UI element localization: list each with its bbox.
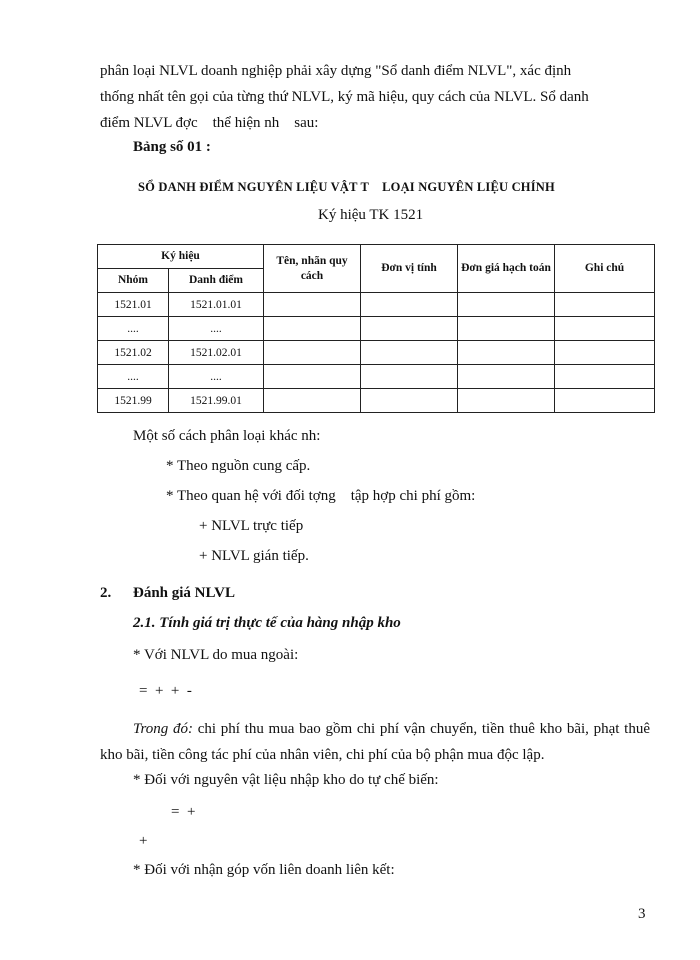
header-ky-hieu: Ký hiệu — [98, 245, 264, 269]
cell-empty — [264, 317, 361, 341]
header-danh-diem: Danh điểm — [169, 269, 264, 293]
cell-empty — [555, 341, 655, 365]
cell-nhom: 1521.01 — [98, 293, 169, 317]
cell-empty — [458, 365, 555, 389]
cell-danh-diem: 1521.01.01 — [169, 293, 264, 317]
cell-nhom: 1521.02 — [98, 341, 169, 365]
table-row — [98, 293, 655, 317]
classify-sub-2: + NLVL gián tiếp. — [199, 548, 309, 564]
cell-danh-diem: .... — [169, 317, 264, 341]
cell-danh-diem: .... — [169, 365, 264, 389]
cell-empty — [361, 317, 458, 341]
section-number: 2. — [100, 585, 112, 601]
trong-do-paragraph — [100, 716, 650, 768]
mua-ngoai-line: * Với NLVL do mua ngoài: — [133, 647, 299, 663]
intro-line-3: điểm NLVL đợc thể hiện nh sau: — [100, 115, 319, 131]
trong-do-label: Trong đó: — [133, 721, 194, 737]
cell-empty — [361, 389, 458, 413]
intro-line-2: thống nhất tên gọi của từng thứ NLVL, ký mã hiệu, quy cách của NLVL. Sổ danh — [100, 89, 589, 105]
cell-empty — [264, 293, 361, 317]
cell-empty — [361, 293, 458, 317]
cell-empty — [264, 365, 361, 389]
intro-line-1: phân loại NLVL doanh nghiệp phải xây dựng "Sổ danh điểm NLVL", xác định — [100, 63, 572, 79]
table-subtitle: Ký hiệu TK 1521 — [318, 207, 424, 223]
section-title: Đánh giá NLVL — [133, 585, 235, 601]
table-row — [98, 389, 655, 413]
table-row — [98, 365, 655, 389]
cell-empty — [555, 365, 655, 389]
header-nhom: Nhóm — [98, 269, 169, 293]
formula-1: = + + - — [139, 683, 192, 699]
header-don-vi-tinh: Đơn vị tính — [361, 245, 458, 293]
header-ghi-chu: Ghi chú — [555, 245, 655, 293]
cell-empty — [264, 341, 361, 365]
classify-item-2: * Theo quan hệ với đối tợng tập hợp chi phí gồm: — [166, 488, 476, 504]
danh-diem-table — [97, 244, 655, 413]
section-subtitle: 2.1. Tính giá trị thực tế của hàng nhập kho — [133, 615, 401, 631]
cell-empty — [458, 317, 555, 341]
cell-empty — [264, 389, 361, 413]
cell-empty — [555, 389, 655, 413]
tu-che-line: * Đối với nguyên vật liệu nhập kho do tự chế biến: — [133, 772, 439, 788]
formula-3: + — [139, 833, 148, 849]
cell-empty — [458, 293, 555, 317]
gop-von-line: * Đối với nhận góp vốn liên doanh liên kết: — [133, 862, 395, 878]
cell-nhom: .... — [98, 317, 169, 341]
cell-empty — [555, 317, 655, 341]
cell-danh-diem: 1521.02.01 — [169, 341, 264, 365]
cell-empty — [458, 341, 555, 365]
cell-empty — [458, 389, 555, 413]
table-row — [98, 317, 655, 341]
page-number: 3 — [638, 906, 646, 922]
classify-item-1: * Theo nguồn cung cấp. — [166, 458, 311, 474]
header-ten-nhan: Tên, nhãn quy cách — [264, 245, 361, 293]
table-row — [98, 341, 655, 365]
cell-nhom: .... — [98, 365, 169, 389]
formula-2: = + — [171, 804, 196, 820]
table-header-row — [98, 245, 655, 269]
cell-empty — [361, 341, 458, 365]
table-title: SỔ DANH ĐIỂM NGUYÊN LIỆU VẬT T LOẠI NGUYÊN LIỆU CHÍNH — [138, 180, 555, 194]
table-label: Bảng số 01 : — [133, 139, 211, 155]
cell-nhom: 1521.99 — [98, 389, 169, 413]
intro-paragraph — [100, 58, 650, 136]
header-don-gia: Đơn giá hạch toán — [458, 245, 555, 293]
trong-do-text: chi phí thu mua bao gồm chi phí vận chuyển, tiền thuê kho bãi, phạt thuê kho bãi, tiền công tác phí của nhân viên, chi phí của bộ phận mua độc lập. — [100, 721, 650, 763]
classify-intro: Một số cách phân loại khác nh: — [133, 428, 321, 444]
cell-danh-diem: 1521.99.01 — [169, 389, 264, 413]
cell-empty — [555, 293, 655, 317]
classify-sub-1: + NLVL trực tiếp — [199, 518, 304, 534]
cell-empty — [361, 365, 458, 389]
